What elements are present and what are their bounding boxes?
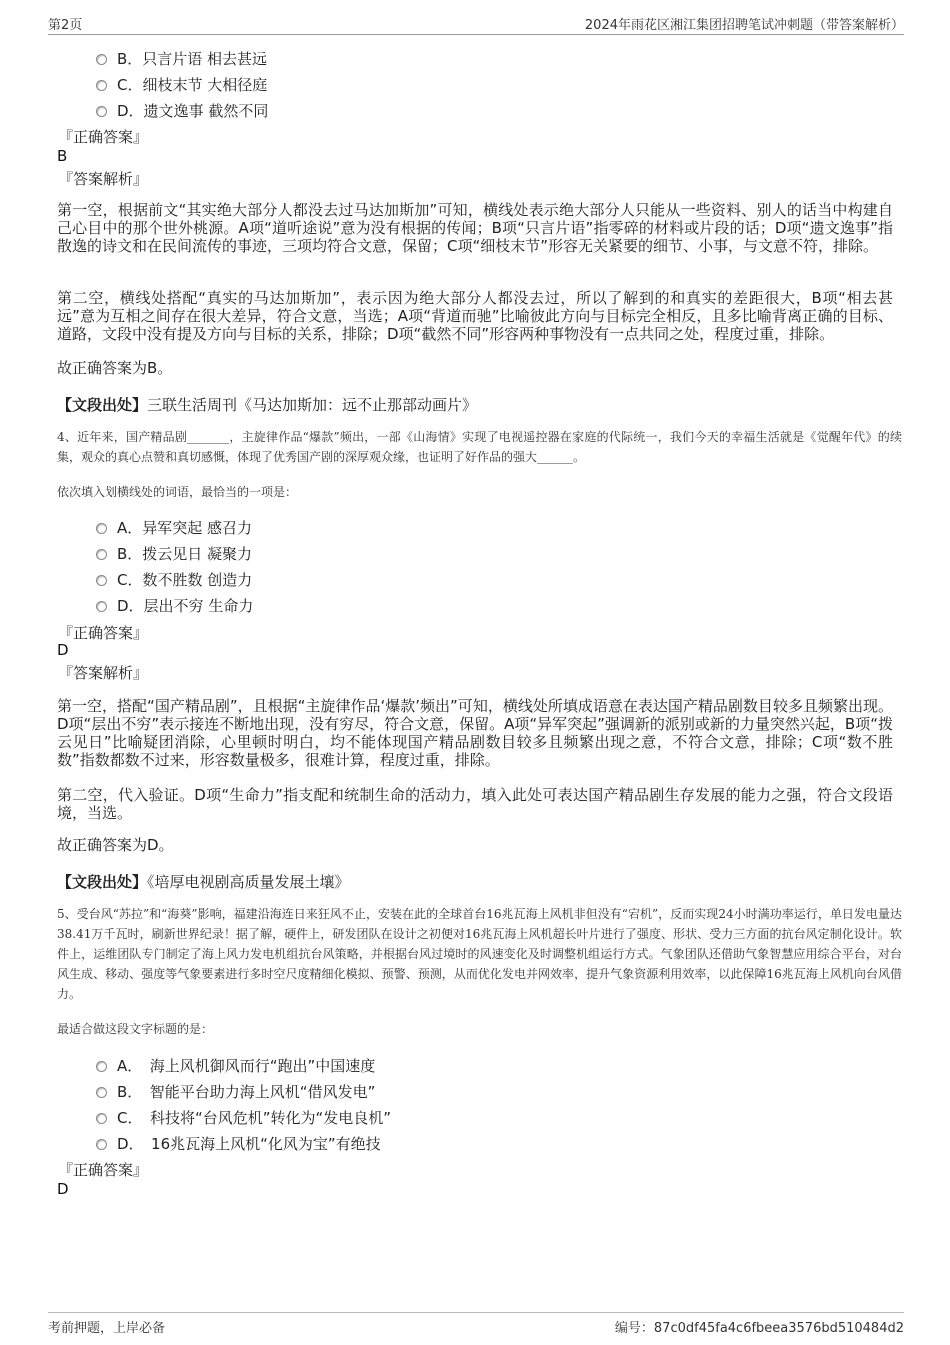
- document-id: 编号：87c0df45fa4c6fbeea3576bd510484d2: [614, 1321, 904, 1336]
- question-stem: 5、受台风“苏拉”和“海葵”影响，福建沿海连日来狂风不止，安装在此的全球首台16兆瓦海上风机非但没有“宕机”，反而实现24小时满功率运行，单日发电量达38.41万千瓦时，刷新世界纪录！据了解，硬件上，研发团队在设计之初便对16兆瓦海上风机超长叶片进行了强度、形状、受力三方面的抗台风定制化设计。软件上，运维团队专门制定了海上风力发电机组抗台风策略，并根据台风过境时的风速变化及时调整机组运行方式。气象团队还借助气象智慧应用综合平台，对台风生成、移动、强度等气象要素进行多时空尺度精细化模拟、预警、预测，从而优化发电并网效率，提升气象资源利用效率，以此保障16兆瓦海上风机向台风借力。: [57, 907, 902, 1001]
- analysis-paragraph: 第二空，横线处搭配“真实的马达加斯加”，表示因为绝大部分人都没去过，所以了解到的和真实的差距很大，B项“相去甚远”意为互相之间存在很大差异，符合文意，当选；A项“背道而驰”比喻彼此方向与目标完全相反，且多比喻背离正确的目标、道路，文段中没有提及方向与目标的关系，排除；D项“截然不同”形容两种事物没有一点共同之处，程度过重，排除。: [57, 289, 893, 343]
- question-prompt: 依次填入划横线处的词语，最恰当的一项是：: [57, 485, 298, 499]
- answer-value: D: [57, 641, 69, 659]
- radio-icon[interactable]: [96, 523, 107, 534]
- analysis-paragraph: 第二空，代入验证。D项“生命力”指支配和统制生命的活动力，填入此处可表达国产精品剧生存发展的能力之强，符合文段语境，当选。: [57, 786, 893, 822]
- radio-icon[interactable]: [96, 575, 107, 586]
- source-text: 《培厚电视剧高质量发展土壤》: [147, 873, 350, 891]
- answer-label: 『正确答案』: [58, 128, 149, 146]
- option-c[interactable]: C． 科技将“台风危机”转化为“发电良机”: [96, 1107, 391, 1128]
- answer-value: B: [57, 147, 68, 165]
- page-header: [48, 14, 904, 35]
- source-text: 三联生活周刊《马达加斯加：远不止那部动画片》: [147, 396, 478, 414]
- radio-icon[interactable]: [96, 1061, 107, 1072]
- page-number: 第2页: [48, 18, 83, 33]
- option-c[interactable]: C．细枝末节 大相径庭: [96, 74, 267, 95]
- option-a[interactable]: A．异军突起 感召力: [96, 517, 252, 538]
- answer-value: D: [57, 1180, 69, 1198]
- analysis-paragraph: 第一空，搭配“国产精品剧”，且根据“主旋律作品‘爆款’频出”可知，横线处所填成语意在表达国产精品剧数目较多且频繁出现。D项“层出不穷”表示接连不断地出现，没有穷尽，符合文意，保留。A项“异军突起”强调新的派别或新的力量突然兴起，B项“拨云见日”比喻疑团消除，心里顿时明白，均不能体现国产精品剧数目较多且频繁出现之意，不符合文意，排除；C项“数不胜数”指数都数不过来，形容数量极多，很难计算，程度过重，排除。: [57, 697, 893, 769]
- analysis-conclusion: 故正确答案为B。: [57, 359, 173, 377]
- document-title: 2024年雨花区湘江集团招聘笔试冲刺题（带答案解析）: [584, 18, 904, 33]
- source-label: 【文段出处】: [57, 873, 148, 891]
- option-b[interactable]: B． 智能平台助力海上风机“借风发电”: [96, 1081, 375, 1102]
- option-d[interactable]: D．层出不穷 生命力: [96, 595, 253, 616]
- option-d[interactable]: D．遗文逸事 截然不同: [96, 100, 268, 121]
- radio-icon[interactable]: [96, 1139, 107, 1150]
- question-stem: 4、近年来，国产精品剧_______，主旋律作品“爆款”频出，一部《山海情》实现了电视遥控器在家庭的代际统一，我们今天的幸福生活就是《觉醒年代》的续集，观众的真心点赞和真切感慨，体现了优秀国产剧的深厚观众缘，也证明了好作品的强大______。: [57, 430, 902, 464]
- option-b[interactable]: B．只言片语 相去甚远: [96, 48, 267, 69]
- option-d[interactable]: D． 16兆瓦海上风机“化风为宝”有绝技: [96, 1133, 381, 1154]
- source-label: 【文段出处】: [57, 396, 148, 414]
- radio-icon[interactable]: [96, 549, 107, 560]
- analysis-label: 『答案解析』: [58, 170, 149, 188]
- option-b[interactable]: B．拨云见日 凝聚力: [96, 543, 252, 564]
- radio-icon[interactable]: [96, 80, 107, 91]
- answer-label: 『正确答案』: [58, 624, 149, 642]
- radio-icon[interactable]: [96, 601, 107, 612]
- footer-slogan: 考前押题，上岸必备: [48, 1321, 166, 1336]
- option-c[interactable]: C．数不胜数 创造力: [96, 569, 252, 590]
- analysis-label: 『答案解析』: [58, 664, 149, 682]
- source-line: [57, 871, 350, 892]
- page-footer: [48, 1312, 904, 1336]
- option-a[interactable]: A． 海上风机御风而行“跑出”中国速度: [96, 1055, 375, 1076]
- radio-icon[interactable]: [96, 1087, 107, 1098]
- analysis-paragraph: 第一空，根据前文“其实绝大部分人都没去过马达加斯加”可知，横线处表示绝大部分人只能从一些资料、别人的话当中构建自己心目中的那个世外桃源。A项“道听途说”意为没有根据的传闻；B项“只言片语”指零碎的材料或片段的话；D项“遗文逸事”指散逸的诗文和在民间流传的事迹，三项均符合文意，保留；C项“细枝末节”形容无关紧要的细节、小事，与文意不符，排除。: [57, 201, 893, 255]
- source-line: [57, 394, 477, 415]
- question-prompt: 最适合做这段文字标题的是：: [57, 1022, 214, 1036]
- radio-icon[interactable]: [96, 54, 107, 65]
- radio-icon[interactable]: [96, 1113, 107, 1124]
- answer-label: 『正确答案』: [58, 1161, 149, 1179]
- analysis-conclusion: 故正确答案为D。: [57, 836, 174, 854]
- radio-icon[interactable]: [96, 106, 107, 117]
